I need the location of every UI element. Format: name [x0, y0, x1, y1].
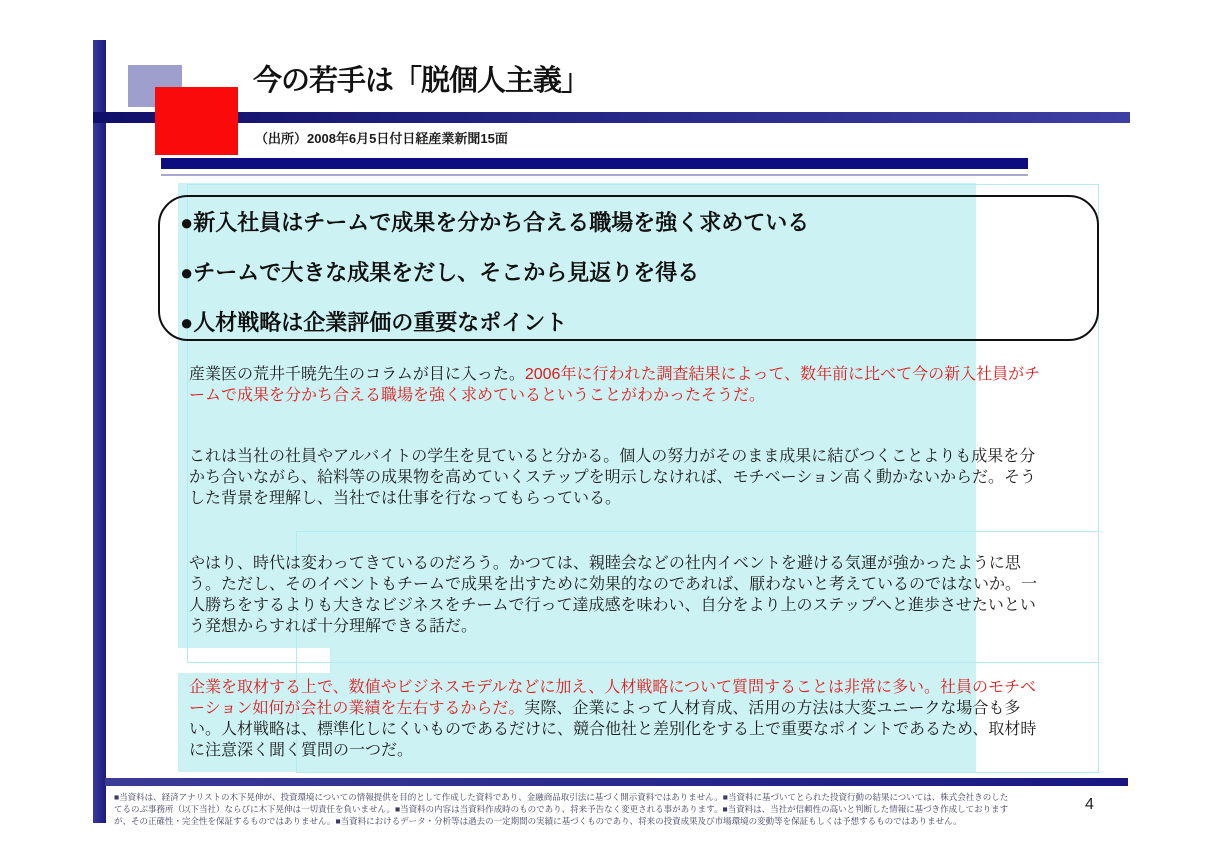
disclaimer-line: ■当資料は、経済アナリストの木下晃伸が、投資環境についての情報提供を目的として作成した資料であり、金融商品取引法に基づく開示資料ではありません。■当資料に基づいてとられた投資行動の結果については、株式会社きのした: [114, 792, 1009, 802]
body-text: これは当社の社員やアルバイトの学生を見ていると分かる。個人の努力がそのまま成果に結びつくことよりも成果を分かち合いながら、給料等の成果物を高めていくステップを明示しなければ、モチベーション高く動かないからだ。そうした背景を理解し、当社では仕事を行なってもらっている。: [189, 448, 1037, 507]
slide-title: 今の若手は「脱個人主義」: [253, 65, 590, 97]
source-underline-thin-line: [161, 174, 1028, 176]
key-point-bullet: ●新入社員はチームで成果を分かち合える職場を強く求めている: [180, 210, 810, 235]
emphasis-red-text: 企業を取材する上で、数値やビジネスモデルなどに加え、人材戦略について質問することは非常に多い。社員のモチベーション如何が会社の業績を左右するからだ。: [189, 679, 1037, 717]
body-paragraph: [189, 446, 1051, 509]
body-paragraph: [189, 553, 1051, 637]
key-point-bullet: ●チームで大きな成果をだし、そこから見返りを得る: [180, 260, 700, 285]
body-text: 実際、企業によって人材育成、活用の方法は大変ユニークな場合も多い。人材戦略は、標準化しにくいものであるだけに、競合他社と差別化をする上で重要なポイントであるため、取材時に注意深く聞く質問の一つだ。: [189, 700, 1037, 759]
title-underline-bar: [93, 112, 1130, 123]
key-point-bullet: ●人材戦略は企業評価の重要なポイント: [180, 310, 568, 335]
red-square: [155, 87, 238, 155]
body-paragraph: [189, 364, 1051, 406]
footer-rule-bar: [105, 778, 1128, 786]
source-caption: （出所）2008年6月5日付日経産業新聞15面: [255, 131, 508, 146]
disclaimer-text: [114, 791, 1008, 827]
key-points-box: [158, 195, 1099, 341]
body-paragraph: [189, 677, 1051, 761]
source-underline-bar: [161, 158, 1028, 169]
emphasis-red-text: 2006年に行われた調査結果によって、数年前に比べて今の新入社員がチームで成果を分かち合える職場を強く求めているということがわかったそうだ。: [189, 366, 1041, 404]
body-text: やはり、時代は変わってきているのだろう。かつては、親睦会などの社内イベントを避ける気運が強かったように思う。ただし、そのイベントもチームで成果を出すために効果的なのであれば、厭わないと考えているのではないか。一人勝ちをするよりも大きなビジネスをチームで行って達成感を味わい、自分をより上のステップへと進歩させたいという発想からすれば十分理解できる話だ。: [189, 555, 1038, 635]
disclaimer-line: てるのぶ事務所（以下当社）ならびに木下晃伸は一切責任を負いません。■当資料の内容は当資料作成時のものであり、将来予告なく変更される事があります。■当資料は、当社が信頼性の高いと判断した情報に基づき作成しております: [114, 804, 1009, 814]
page-number: 4: [1085, 796, 1094, 813]
body-text: 産業医の荒井千暁先生のコラムが目に入った。: [189, 366, 525, 383]
disclaimer-line: が、その正確性・完全性を保証するものではありません。■当資料におけるデータ・分析等は過去の一定期間の実績に基づくものであり、将来の投資成果及び市場環境の変動等を保証もしくは予想するものではありません。: [114, 816, 962, 826]
left-accent-bar: [93, 40, 106, 823]
